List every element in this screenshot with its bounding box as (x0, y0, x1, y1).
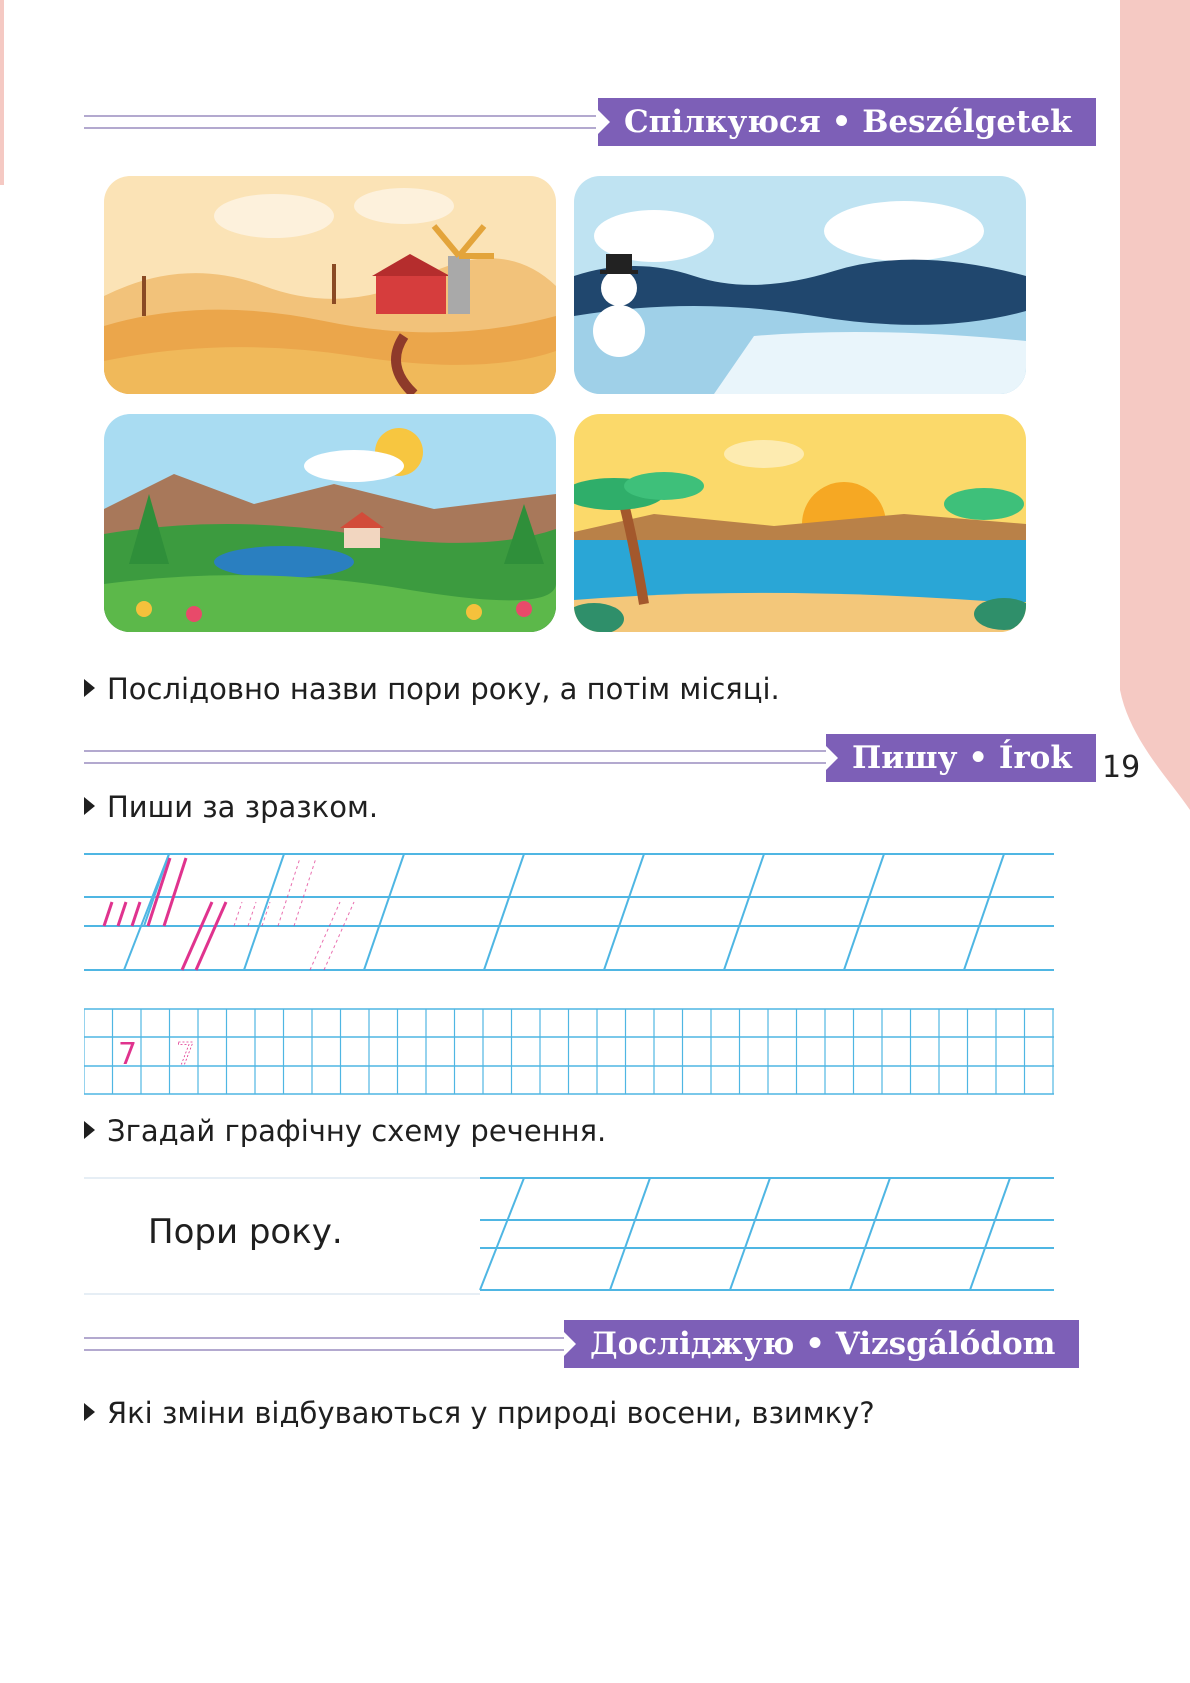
badge-notch (564, 1332, 576, 1356)
instruction-text: Пиши за зразком. (107, 790, 379, 824)
badge-notch (826, 746, 838, 770)
section-title-research: Досліджую • Vizsgálódom (590, 1326, 1056, 1362)
sample-strokes (104, 858, 226, 970)
spring-landscape-image (104, 414, 556, 632)
example-sentence: Пори року. (148, 1212, 343, 1252)
instruction-text: Згадай графічну схему речення. (107, 1114, 607, 1148)
autumn-landscape-image (104, 176, 556, 394)
section-title-writing: Пишу • Írok (852, 740, 1072, 776)
section-divider-research (84, 1337, 564, 1351)
handwriting-lines (84, 850, 1054, 975)
instruction-text: Які зміни відбуваються у природі восени, взимку? (107, 1396, 875, 1430)
instruction-sentence-scheme (84, 1114, 606, 1148)
section-title-speaking: Спілкуюся • Beszélgetek (624, 104, 1072, 140)
section-divider-writing (84, 750, 826, 764)
section-badge-writing (826, 734, 1096, 782)
section-badge-speaking (598, 98, 1096, 146)
bullet-arrow-icon (84, 679, 95, 697)
summer-landscape-image (574, 414, 1026, 632)
badge-notch (598, 110, 610, 134)
sample-digit: 7 (118, 1037, 138, 1072)
instruction-name-seasons (84, 672, 780, 706)
bullet-arrow-icon (84, 797, 95, 815)
instruction-write-sample (84, 790, 378, 824)
winter-landscape-image (574, 176, 1026, 394)
number-writing-grid (84, 1008, 1054, 1098)
bullet-arrow-icon (84, 1403, 95, 1421)
traced-digit: 7 (176, 1037, 196, 1072)
instruction-nature-changes (84, 1396, 875, 1430)
bullet-arrow-icon (84, 1121, 95, 1139)
section-divider-speaking (84, 115, 596, 129)
page-side-tab (1110, 0, 1190, 810)
page-number: 19 (1102, 750, 1141, 785)
instruction-text: Послідовно назви пори року, а потім місяці. (107, 672, 780, 706)
section-badge-research (564, 1320, 1079, 1368)
page-left-edge (0, 0, 4, 185)
